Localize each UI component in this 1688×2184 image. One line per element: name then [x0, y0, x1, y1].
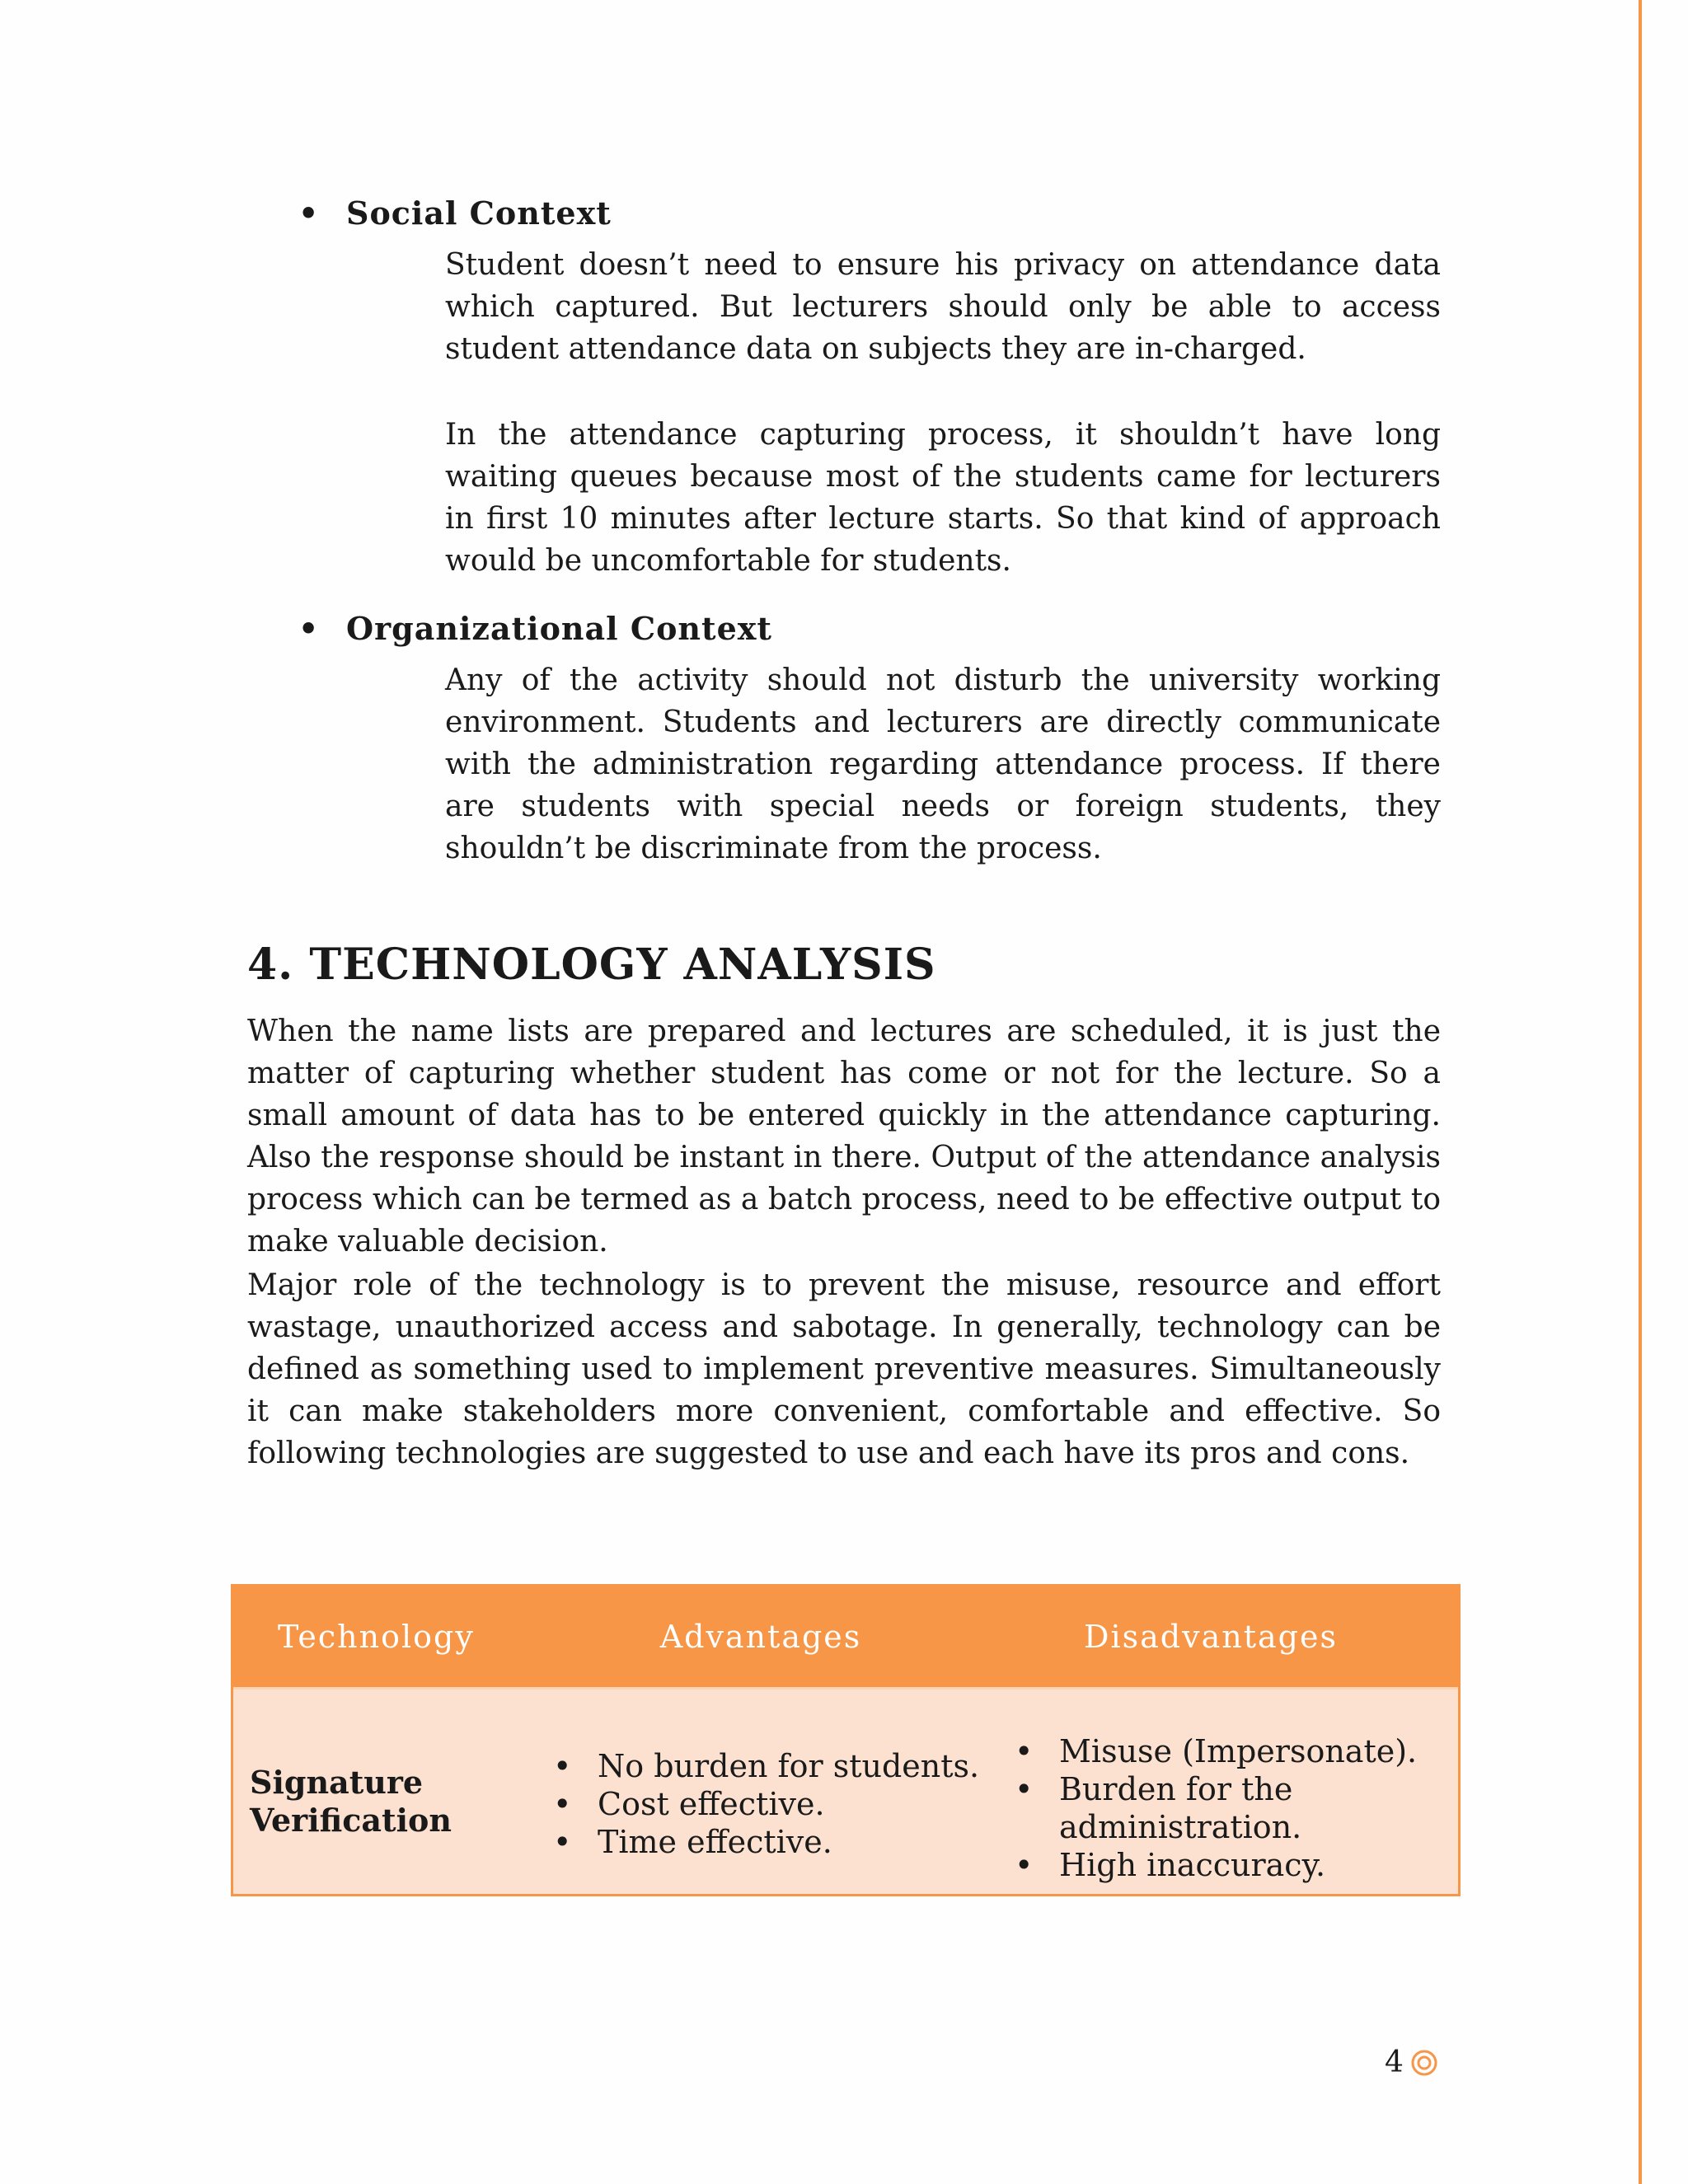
list-item: • High inaccuracy. [1008, 1846, 1458, 1884]
table-cell-technology: Signature Verification [250, 1764, 452, 1839]
table-cell-advantages [546, 1690, 1008, 1894]
bullet-dot: • [298, 194, 320, 232]
page-number-text: 4 [1385, 2046, 1404, 2079]
list-item: • Cost effective. [546, 1785, 1008, 1823]
bullet-dot: • [298, 610, 320, 647]
table-header-row [233, 1586, 1458, 1687]
list-item: • Burden for the administration. [1008, 1770, 1458, 1846]
list-item: • Time effective. [546, 1823, 1008, 1861]
table-header-advantages: Advantages [659, 1619, 862, 1655]
list-item: • No burden for students. [546, 1747, 1008, 1785]
technology-table [231, 1584, 1461, 1896]
page-number [1385, 2046, 1438, 2079]
section-title: 4. TECHNOLOGY ANALYSIS [247, 940, 936, 990]
advantages-list [546, 1747, 1008, 1861]
social-context-paragraph-2: In the attendance capturing process, it shouldn’t have long waiting queues because most of the students came for lecturers in first 10 minutes after lecture starts. So that kind of approach would be uncomfortable for students. [445, 418, 1441, 578]
section-paragraph-1: When the name lists are prepared and lectures are scheduled, it is just the matter of capturing whether student has come or not for the lecture. So a small amount of data has to be entered quickly in the attendance capturing. Also the response should be instant in there. Output of the attendance analysis process which can be termed as a batch process, need to be effective output to make valuable decision. [247, 1015, 1441, 1258]
disadvantages-list [1008, 1732, 1458, 1884]
table-header-technology: Technology [278, 1619, 475, 1655]
section-paragraph-2: Major role of the technology is to prevent the misuse, resource and effort wastage, unauthorized access and sabotage. In generally, technology can be defined as something used to implement preventive measures. Simultaneously it can make stakeholders more convenient, comfortable and effective. So following technologies are suggested to use and each have its pros and cons. [247, 1268, 1441, 1470]
table-row [233, 1687, 1458, 1894]
bullet-heading-social-context: Social Context [346, 194, 612, 232]
table-cell-disadvantages [1008, 1690, 1458, 1894]
social-context-paragraph-1: Student doesn’t need to ensure his privacy on attendance data which captured. But lecturers should only be able to access student attendance data on subjects they are in-charged. [445, 248, 1441, 366]
page-border-line [1639, 0, 1642, 2184]
bullet-heading-organizational-context: Organizational Context [346, 610, 772, 647]
organizational-context-paragraph: Any of the activity should not disturb the university working environment. Students and lecturers are directly communicate with the administration regarding attendance process. If there are students with special needs or foreign students, they shouldn’t be discriminate from the process. [445, 663, 1441, 865]
list-item: • Misuse (Impersonate). [1008, 1732, 1458, 1770]
table-header-disadvantages: Disadvantages [1084, 1619, 1338, 1655]
target-circle-icon [1410, 2049, 1438, 2077]
